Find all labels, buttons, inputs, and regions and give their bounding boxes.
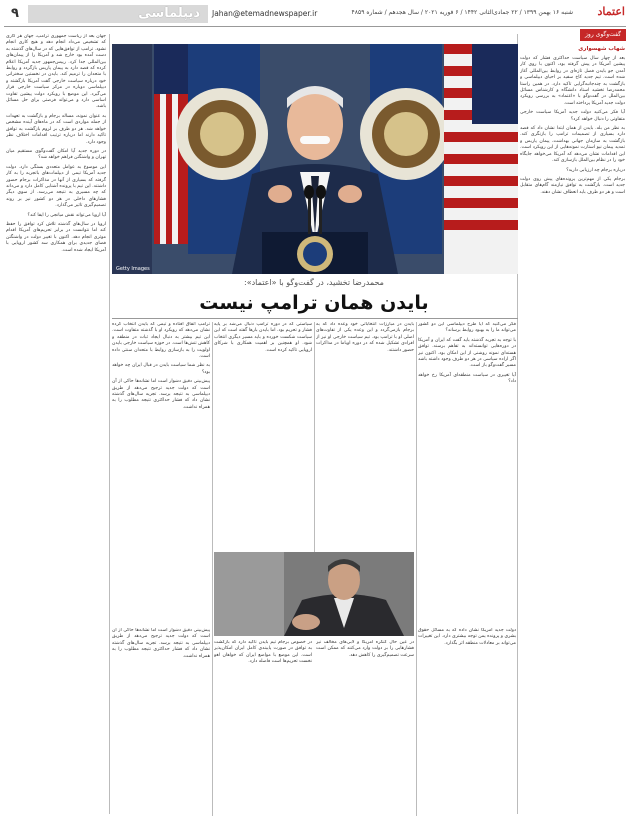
column-divider [416,322,417,816]
column-divider [109,34,110,814]
body-column-2 [214,322,312,552]
body-text: در عین حال کنگره آمریکا و لابی‌های مخالف نیز فشارهایی را بر دولت وارد می‌کنند که ممکن است سرعت تصمیم‌گیری را کاهش دهد. [316,640,414,658]
body-text: بایدن در مبارزات انتخاباتی خود وعده داد که به برجام بازمی‌گردد و این وعده یکی از تفاوت‌های اصلی او با ترامپ بود. تیم سیاست خارجی او نیز از افرادی تشکیل شده که در دوره اوباما در مذاکرات حضور داشتند. [316,322,414,353]
body-question: فکر می‌کنید که آیا طرح دیپلماسی این دو کشور می‌تواند ما را به بهبود روابط برساند؟ [418,322,516,334]
body-column-1 [112,322,210,622]
column-divider [212,322,213,816]
body-text: ترامپ اتفاق افتاده و تیمی که بایدن انتخاب کرده نشان می‌دهد که رویکرد او با گذشته متفاوت است. این تیم بیشتر به دنبال ایجاد ثبات در منطقه و کاهش تنش‌ها است. در حوزه سیاست خارجی بایدن اولویت را به بازسازی روابط با متحدان سنتی داده است. [112,322,210,360]
left-text-b: به عنوان نمونه، مساله برجام و بازگشت به تعهدات از جمله مواردی است که در ماه‌های آینده مشخص خواهد شد. هر دو طرف بر لزوم بازگشت به توافق تاکید دارند اما درباره ترتیب اقدامات اختلاف نظر وجود دارد. [6,113,106,145]
section-email: Jahan@etemadnewspaper.ir [212,9,318,18]
newspaper-logo: اعتماد [597,5,625,18]
body-column-2-lower [214,640,312,816]
section-title: دیپلماسی [138,6,200,21]
kicker: محمدرضا تخشید، در گفت‌وگو با «اعتماد»: [244,278,384,287]
right-column [520,34,625,814]
body-text: با توجه به تجربه گذشته باید گفت که ایران و آمریکا در دوره‌هایی توانسته‌اند به تفاهم برسند. توافق هسته‌ای نمونه روشنی از این امکان بود. اکنون نیز اگر اراده سیاسی در هر دو طرف وجود داشته باشد مسیر گفت‌وگو باز است. [418,337,516,369]
body-text: در خصوص برجام تیم بایدن تاکید دارد که بازگشت به توافق در صورت پایبندی کامل ایران امکان‌پذیر است. این موضع با مواضع ایران که خواهان لغو نخست تحریم‌ها است فاصله دارد. [214,640,312,665]
header-rule [4,26,626,27]
body-text: پیش‌بینی دقیق دشوار است اما نشانه‌ها حاکی از آن است که دولت جدید ترجیح می‌دهد از طریق دیپلماسی به نتیجه برسد. تجربه سال‌های گذشته نشان داد که فشار حداکثری نتیجه مطلوب را به همراه نداشت. [112,628,210,659]
main-photo [112,44,518,274]
left-text-a: جهان‌ بعد از ریاست‌ جمهوری ترامپ، جهان هر کاری که تشخیص می‌داد انجام دهد و هیچ کاری انجام نشود. ترامپ از توافق‌هایی که در سال‌های گذشته به دست آمده بود خارج شد و آمریکا را از پیمان‌های بین‌المللی جدا کرد. رییس‌جمهور جدید آمریکا اعلام کرده که قصد دارد به پیمان پاریس بازگردد و روابط با متحدان را ترمیم کند. بایدن در نخستین سخنرانی خود درباره سیاست خارجی گفت آمریکا بازگشته و دیپلماسی دوباره در مرکز سیاست خارجی قرار می‌گیرد. این موضع با رویکرد دولت پیشین تفاوت اساسی دارد و می‌تواند فرصتی برای حل مسائل باشد. [6,34,106,110]
body-column-4-lower [418,628,516,816]
right-text-c: برجام یکی از مهم‌ترین پرونده‌های پیش روی دولت جدید است. بازگشت به توافق نیازمند گام‌های متقابل است و هر دو طرف باید انعطاف نشان دهند. [520,176,625,195]
right-text-b: به نظر من بله. بایدن از همان ابتدا نشان داد که قصد دارد بسیاری از تصمیمات ترامپ را بازنگری کند. بازگشت به سازمان جهانی بهداشت، پیمان پاریس و تمدید پیمان نیو استارت نمونه‌هایی از این رویکرد است. این اقدامات نشان می‌دهد که آمریکا می‌خواهد جایگاه خود را در نظام بین‌الملل بازسازی کند. [520,126,625,164]
body-column-3 [316,322,414,552]
body-column-3-lower [316,640,414,816]
portrait-photo [214,552,414,636]
column-divider [314,322,315,552]
left-text-c: این موضوع به عوامل متعددی بستگی دارد. دولت جدید آمریکا تیمی از دیپلمات‌های باتجربه را به کار گرفته که بسیاری از آنها در مذاکرات برجام حضور داشتند. این تیم با پرونده آشنایی کامل دارد و می‌داند که چه مسیری به نتیجه می‌رسد. از سوی دیگر فشارهای داخلی در هر دو کشور نیز بر روند تصمیم‌گیری تاثیر می‌گذارد. [6,164,106,209]
section-bar [28,5,208,23]
body-column-1-lower [112,628,210,816]
body-question: آیا تغییری در سیاست منطقه‌ای آمریکا رخ خواهد داد؟ [418,372,516,385]
photo-credit: Getty Images [116,266,150,272]
biden-podium-photo [112,44,518,274]
right-question: آیا فکر می‌کنید دولت جدید آمریکا سیاست خارجی متفاوتی را دنبال خواهد کرد؟ [520,110,625,122]
right-question-2: درباره برجام چه ارزیابی دارید؟ [566,167,625,173]
left-question: در دوره جدید آیا امکان گفت‌وگوی مستقیم میان تهران و واشنگتن فراهم خواهد شد؟ [6,148,106,161]
left-column [6,34,106,814]
body-question: به نظر شما سیاست بایدن در قبال ایران چه خواهد بود؟ [112,363,210,375]
body-text: دولت جدید آمریکا نشان داده که به مسائل حقوق بشری و پرونده یمن توجه بیشتری دارد. این تغییرات می‌تواند بر معادلات منطقه اثر بگذارد. [418,628,516,646]
body-column-4 [418,322,516,622]
headline-rule [112,318,518,319]
body-text: سیاستی که در دوره ترامپ دنبال می‌شد بر پایه فشار و تحریم بود. اما بایدن بارها گفته است که این سیاست شکست خورده و باید مسیر دیگری انتخاب شود. او همچنین بر اهمیت همکاری با شرکای اروپایی تاکید کرده است. [214,322,312,353]
page-number: ۹ [4,5,26,23]
dateline: شنبه ۱۶ بهمن ۱۳۹۹ / ۲۲ جمادی‌الثانی ۱۴۴۲ / ۶ فوریه ۲۰۲۱ / سال هجدهم / شماره ۴۸۵۹ [351,9,573,16]
left-text-d: اروپا در سال‌های گذشته تلاش کرد توافق را حفظ کند اما نتوانست در برابر تحریم‌های آمریکا اقدام موثری انجام دهد. اکنون با تغییر دولت در واشنگتن فضای جدیدی برای همکاری سه کشور اروپایی با آمریکا ایجاد شده است. [6,221,106,253]
right-intro: بعد از چهار سال سیاست حداکثری فشار که دولت پیشین آمریکا در پیش گرفته بود، اکنون با روی کار آمدن جو بایدن فصل تازه‌ای در روابط بین‌المللی آغاز شده است. تیم جدید کاخ سفید بر احیای دیپلماسی و بازگشت به چندجانبه‌گرایی تاکید دارد. در همین راستا محمدرضا تخشید استاد دانشگاه و کارشناس مسائل بین‌الملل در گفت‌وگو با «اعتماد» به بررسی رویکرد دولت جدید آمریکا پرداخته است. [520,56,625,106]
headline: بایدن همان ترامپ نیست [199,292,429,314]
interview-tag: گفت‌وگوی روز [580,29,626,41]
page-header [0,0,630,26]
interviewee-photo [214,552,414,636]
us-flag-right [444,44,518,274]
left-question-2: آیا اروپا می‌تواند نقش میانجی را ایفا کند؟ [27,212,106,218]
byline: شهاب شهسواری [578,46,625,52]
body-text: پیش‌بینی دقیق دشوار است اما نشانه‌ها حاکی از آن است که دولت جدید ترجیح می‌دهد از طریق دیپلماسی به نتیجه برسد. تجربه سال‌های گذشته نشان داد که فشار حداکثری نتیجه مطلوب را به همراه نداشت. [112,379,210,410]
